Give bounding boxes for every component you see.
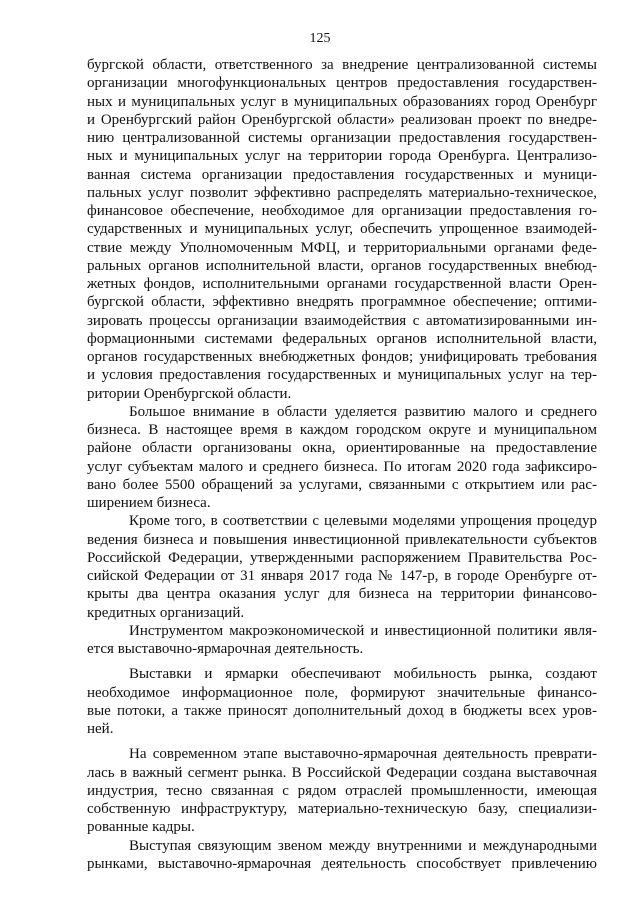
- text-line: финансовое обеспечение, необходимое для организации предоставления го-: [87, 203, 597, 219]
- paragraph: [87, 622, 597, 659]
- body-text: [87, 56, 597, 873]
- paragraph: [87, 512, 597, 622]
- text-line: органов государственных внебюджетных фондов; унифицировать требования: [87, 349, 597, 365]
- text-line: необходимое информационное поле, формируют значительные финансо-: [87, 684, 597, 701]
- text-line: На современном этапе выставочно-ярмарочная деятельность преврати-: [129, 746, 597, 763]
- text-line: индустрия, тесно связанная с рядом отраслей промышленности, имеющая: [87, 782, 597, 799]
- text-line: сийской Федерации от 31 января 2017 года № 147-р, в городе Оренбурге от-: [87, 568, 597, 584]
- text-line: ведения бизнеса и повышения инвестиционной привлекательности субъектов: [87, 531, 597, 548]
- text-line: бургской области, эффективно внедрять программное обеспечение; оптими-: [87, 294, 597, 311]
- text-line: вано более 5500 обращений за услугами, связанными с открытием или рас-: [87, 476, 597, 493]
- text-line: Большое внимание в области уделяется развитию малого и среднего: [129, 403, 597, 420]
- paragraph-gap: [87, 738, 597, 745]
- text-line: зировать процессы организации взаимодействия с автоматизированными ин-: [87, 312, 597, 329]
- text-line: услуг субъектам малого и среднего бизнеса. По итогам 2020 года зафиксиро-: [87, 458, 597, 475]
- text-line: кредитных организаций.: [87, 604, 245, 621]
- text-line: вые потоки, а также приносят дополнительный доход в бюджеты всех уров-: [87, 702, 597, 719]
- text-line: ствие между Уполномоченным МФЦ, и территориальными органами феде-: [87, 239, 597, 256]
- text-line: Кроме того, в соответствии с целевыми моделями упрощения процедур: [129, 513, 597, 530]
- text-line: организации многофункциональных центров предоставления государствен-: [87, 75, 597, 92]
- text-line: лась в важный сегмент рынка. В Российской Федерации создана выставочная: [87, 764, 597, 781]
- text-line: бургской области, ответственного за внедрение централизованной системы: [87, 57, 597, 73]
- text-line: ней.: [87, 721, 114, 737]
- text-line: формационными системами федеральных органов исполнительной власти,: [87, 330, 597, 347]
- paragraph-gap: [87, 658, 597, 665]
- paragraph: [87, 837, 597, 874]
- text-line: крыты два центра оказания услуг для бизнеса на территории финансово-: [87, 586, 597, 603]
- paragraph: [87, 745, 597, 836]
- text-line: Инструментом макроэкономической и инвестиционной политики явля-: [129, 622, 597, 639]
- text-line: рованные кадры.: [87, 819, 195, 836]
- text-line: собственную инфраструктуру, материально-техническую базу, специализи-: [87, 801, 597, 817]
- page-number: 125: [309, 31, 331, 46]
- text-line: Российской Федерации, утвержденными распоряжением Правительства Рос-: [87, 549, 597, 566]
- text-line: ванная система организации предоставления государственных и муници-: [87, 166, 597, 183]
- paragraph: [87, 56, 597, 403]
- text-line: ритории Оренбургской области.: [87, 385, 292, 402]
- text-line: и Оренбургский район Оренбургской области» реализован проект по внедре-: [87, 111, 597, 128]
- text-line: пальных услуг позволит эффективно распределять материально-техническое,: [87, 184, 597, 201]
- paragraph: [87, 665, 597, 738]
- text-line: ных и муниципальных услуг на территории города Оренбурга. Централизо-: [87, 148, 597, 165]
- text-line: ширением бизнеса.: [87, 495, 211, 511]
- text-line: районе области организованы окна, ориентированные на предоставление: [87, 440, 597, 457]
- text-line: ных и муниципальных услуг в муниципальных образованиях город Оренбург: [87, 93, 597, 110]
- text-line: рынками, выставочно-ярмарочная деятельность способствует привлечению: [87, 855, 597, 872]
- text-line: Выступая связующим звеном между внутренними и международными: [129, 837, 597, 854]
- text-line: Выставки и ярмарки обеспечивают мобильность рынка, создают: [129, 666, 597, 683]
- text-line: бизнеса. В настоящее время в каждом городском округе и муниципальном: [87, 422, 597, 438]
- text-line: ется выставочно-ярмарочная деятельность.: [87, 641, 364, 657]
- text-line: сударственных и муниципальных услуг, обеспечить упрощенное взаимодей-: [87, 221, 597, 238]
- text-line: и условия предоставления государственных и муниципальных услуг на тер-: [87, 367, 597, 384]
- text-line: жетных фондов, исполнительными органами государственной власти Орен-: [87, 276, 597, 292]
- text-line: ральных органов исполнительной власти, органов государственных внебюд-: [87, 257, 597, 274]
- paragraph: [87, 403, 597, 513]
- text-line: нию централизованной системы организации предоставления государствен-: [87, 130, 597, 146]
